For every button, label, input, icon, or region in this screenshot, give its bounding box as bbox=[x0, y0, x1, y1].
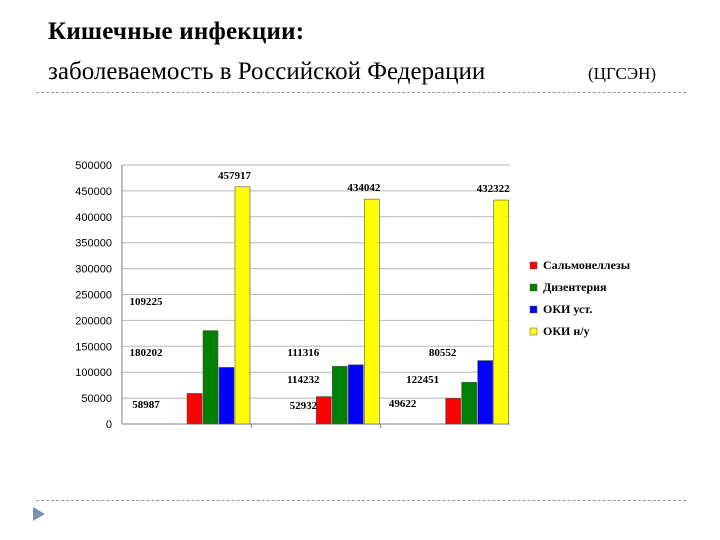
legend-swatch bbox=[530, 284, 537, 291]
top-divider bbox=[36, 92, 686, 93]
y-tick-label: 300000 bbox=[75, 263, 112, 276]
data-label: 52932 bbox=[289, 400, 318, 412]
data-label: 49622 bbox=[388, 398, 417, 410]
legend-label: ОКИ уст. bbox=[543, 302, 593, 316]
y-tick-label: 100000 bbox=[75, 367, 112, 380]
y-tick-label: 50000 bbox=[81, 393, 112, 406]
y-tick-label: 450000 bbox=[75, 185, 112, 198]
bars bbox=[187, 187, 509, 424]
y-tick-label: 500000 bbox=[75, 160, 112, 172]
bar bbox=[364, 199, 379, 424]
y-tick-label: 400000 bbox=[75, 211, 112, 224]
y-tick-label: 150000 bbox=[75, 341, 112, 354]
data-label: 457917 bbox=[218, 169, 251, 182]
source-label: (ЦГСЭН) bbox=[588, 64, 657, 83]
bar bbox=[332, 366, 347, 424]
legend-label: ОКИ н/у bbox=[543, 324, 590, 338]
legend bbox=[530, 258, 631, 338]
bar bbox=[446, 398, 461, 424]
data-label: 180202 bbox=[129, 347, 163, 359]
legend-label: Сальмонеллезы bbox=[543, 258, 631, 272]
y-tick-label: 0 bbox=[105, 419, 112, 431]
bar bbox=[478, 361, 493, 424]
bottom-divider bbox=[36, 500, 686, 501]
data-label: 109225 bbox=[129, 296, 163, 308]
data-label: 432322 bbox=[476, 183, 510, 196]
data-label: 122451 bbox=[406, 374, 440, 386]
bar bbox=[462, 382, 477, 424]
legend-swatch bbox=[530, 328, 537, 335]
bar bbox=[348, 365, 363, 424]
legend-swatch bbox=[530, 306, 537, 313]
bar-chart bbox=[40, 150, 680, 450]
data-label: 111316 bbox=[287, 347, 320, 359]
y-tick-label: 250000 bbox=[75, 289, 112, 302]
data-labels bbox=[130, 170, 511, 412]
data-label: 80552 bbox=[428, 347, 457, 359]
data-label: 114232 bbox=[287, 374, 320, 386]
y-tick-label: 350000 bbox=[75, 237, 112, 250]
next-slide-icon[interactable] bbox=[30, 505, 48, 523]
bar bbox=[187, 393, 202, 424]
bar bbox=[494, 200, 509, 424]
bar bbox=[219, 367, 234, 424]
legend-swatch bbox=[530, 262, 537, 269]
legend-label: Дизентерия bbox=[543, 280, 607, 294]
data-label: 58987 bbox=[132, 399, 160, 411]
page-subtitle: заболеваемость в Российской Федерации bbox=[48, 58, 486, 85]
bar bbox=[316, 397, 331, 424]
y-tick-label: 200000 bbox=[75, 315, 112, 328]
bar bbox=[235, 187, 250, 424]
data-label: 434042 bbox=[347, 182, 381, 195]
bar bbox=[203, 331, 218, 424]
page-title: Кишечные инфекции: bbox=[48, 18, 305, 45]
